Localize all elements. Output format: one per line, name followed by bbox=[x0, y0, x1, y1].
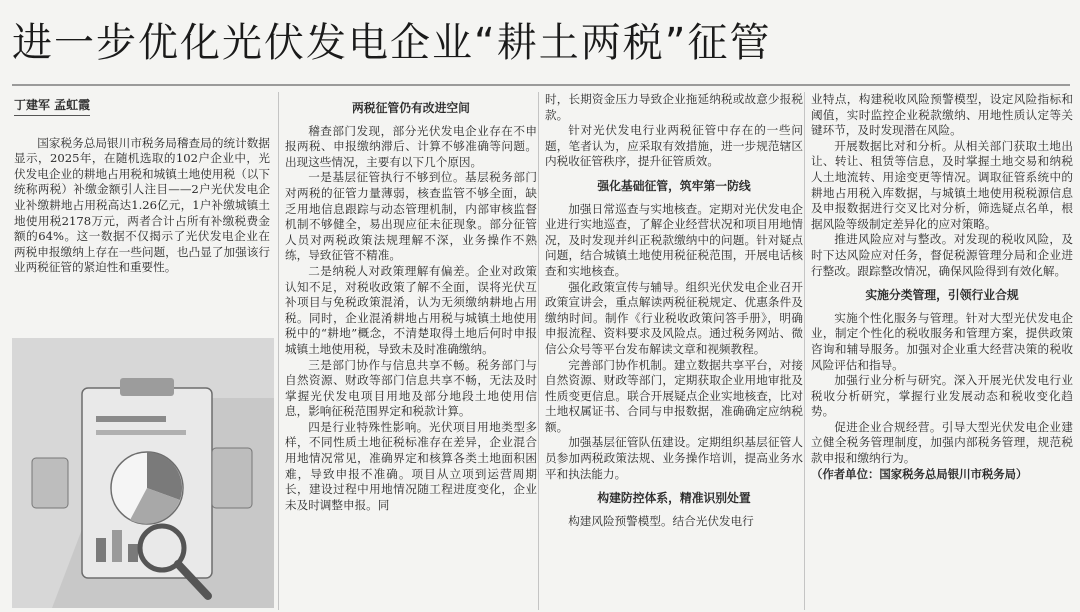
paragraph: 稽查部门发现，部分光伏发电企业存在不申报两税、申报缴纳滞后、计算不够准确等问题。出现这些情况，主要有以下几个原因。 bbox=[285, 123, 537, 169]
author-byline: 丁建军 孟虹霞 bbox=[14, 98, 90, 116]
paragraph: 国家税务总局银川市税务局稽查局的统计数据显示，2025年，在随机选取的102户企业中，光伏发电企业的耕地占用税和城镇土地使用税（以下统称两税）补缴金额引人注目——2户光伏发电企业补缴耕地占用税高达1.26亿元，1户补缴城镇土地使用税2178万元，两者合计占所有补缴税费金额的64%。这一数据不仅揭示了光伏发电企业在两税申报缴纳上存在一些问题，也凸显了加强该行业两税征管的紧迫性和重要性。 bbox=[14, 135, 270, 275]
paragraph: 针对光伏发电行业两税征管中存在的一些问题，笔者认为，应采取有效措施，进一步规范辖区内税收征管秩序，提升征管质效。 bbox=[545, 123, 803, 169]
article-headline: 进一步优化光伏发电企业“耕土两税”征管 bbox=[12, 20, 772, 66]
column-2 bbox=[278, 92, 537, 610]
paragraph: 时，长期资金压力导致企业拖延纳税或故意少报税款。 bbox=[545, 92, 803, 122]
paragraph: 三是部门协作与信息共享不畅。税务部门与自然资源、财政等部门信息共享不畅，无法及时掌握光伏发电项目用地及部分地段土地使用信息，影响征税范围界定和税款计算。 bbox=[285, 357, 537, 419]
paragraph: 四是行业特殊性影响。光伏项目用地类型多样，不同性质土地征税标准存在差异，企业混合用地情况常见，准确界定和核算各类土地面积困难，导致申报不准确。项目从立项到运营周期长，建设过程中用地情况随工程进度变化，企业未及时调整申报。同 bbox=[285, 419, 537, 512]
paragraph: 强化政策宣传与辅导。组织光伏发电企业召开政策宣讲会，重点解读两税征税规定、优惠条件及缴纳时间。制作《行业税收政策问答手册》，明确申报流程、资料要求及风险点。通过税务网站、微信公众号等平台发布解读文章和视频教程。 bbox=[545, 279, 803, 356]
paragraph: 构建风险预警模型。结合光伏发电行 bbox=[568, 513, 754, 528]
section-heading: 构建防控体系，精准识别处置 bbox=[597, 491, 751, 506]
paragraph: 业特点，构建税收风险预警模型，设定风险指标和阈值，实时监控企业税款缴纳、用地性质认定等关键环节，及时发现潜在风险。 bbox=[811, 92, 1073, 138]
section-heading: 实施分类管理，引领行业合规 bbox=[865, 288, 1019, 303]
column-3 bbox=[538, 92, 803, 610]
paragraph: 加强基层征管队伍建设。定期组织基层征管人员参加两税政策法规、业务操作培训，提高业务水平和执法能力。 bbox=[545, 435, 803, 481]
section-heading: 两税征管仍有改进空间 bbox=[352, 101, 470, 115]
paragraph: 二是纳税人对政策理解有偏差。企业对政策认知不足，对税收政策了解不全面，误将光伏互补项目与免税政策混淆，认为无须缴纳耕地占用税。同时，企业混淆耕地占用税与城镇土地使用税中的“耕地”概念，不清楚取得土地后何时申报城镇土地使用税，导致未及时准确缴纳。 bbox=[285, 263, 537, 356]
paragraph: 完善部门协作机制。建立数据共享平台，对接自然资源、财政等部门，定期获取企业用地审批及性质变更信息。联合开展疑点企业实地核查，比对土地权属证书、合同与申报数据，准确确定应纳税额。 bbox=[545, 357, 803, 434]
author-unit: （作者单位：国家税务总局银川市税务局） bbox=[811, 466, 1028, 481]
paragraph: 推进风险应对与整改。对发现的税收风险，及时下达风险应对任务，督促税源管理分局和企业进行整改。跟踪整改情况，确保风险得到有效化解。 bbox=[811, 232, 1073, 278]
paragraph: 加强行业分析与研究。深入开展光伏发电行业税收分析研究，掌握行业发展动态和税收变化趋势。 bbox=[811, 373, 1073, 419]
column-4 bbox=[804, 92, 1073, 610]
paragraph: 实施个性化服务与管理。针对大型光伏发电企业，制定个性化的税收服务和管理方案，提供政策咨询和辅导服务。加强对企业重大经营决策的税收风险评估和指导。 bbox=[811, 310, 1073, 372]
illustration-svg bbox=[12, 338, 274, 608]
paragraph: 一是基层征管执行不够到位。基层税务部门对两税的征管力量薄弱，核查监管不够全面，缺乏用地信息跟踪与动态管理机制，内部审核监督机制不够健全，易出现应征未征现象。部分征管人员对两税政策法规理解不深，业务操作不熟练，导致征管不精准。 bbox=[285, 170, 537, 263]
paragraph: 开展数据比对和分析。从相关部门获取土地出让、转让、租赁等信息，及时掌握土地交易和纳税人土地流转、用途变更等情况。调取征管系统中的耕地占用税入库数据，与城镇土地使用税税源信息及申报数据进行交叉比对分析，筛选疑点名单，根据风险等级制定差异化的应对策略。 bbox=[811, 138, 1073, 231]
headline-divider bbox=[12, 84, 1070, 86]
paragraph: 促进企业合规经营。引导大型光伏发电企业建立健全税务管理制度，加强内部税务管理，规范税款申报和缴纳行为。 bbox=[811, 419, 1073, 466]
illustration-image bbox=[12, 338, 274, 608]
section-heading: 强化基础征管，筑牢第一防线 bbox=[597, 178, 751, 193]
paragraph: 加强日常巡查与实地核查。定期对光伏发电企业进行实地巡查，了解企业经营状况和项目用地情况，及时发现并纠正税款缴纳中的问题。针对疑点问题，结合城镇土地使用税征税范围，开展电话核查和实地核查。 bbox=[545, 201, 803, 278]
